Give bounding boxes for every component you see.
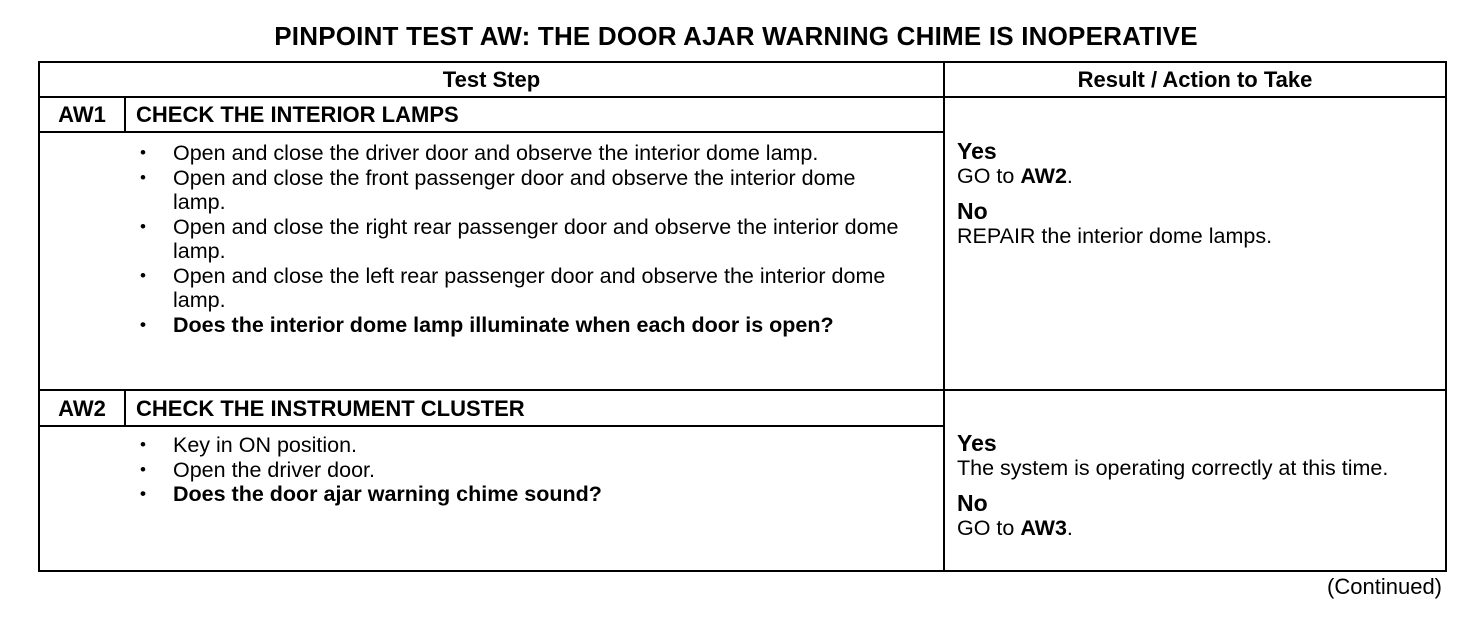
yes-action: GO to AW2. bbox=[957, 164, 1073, 188]
list-item: • Open and close the driver door and observe the interior dome lamp. bbox=[136, 141, 906, 166]
column-divider bbox=[943, 63, 945, 570]
bullet-icon: • bbox=[140, 265, 146, 285]
pinpoint-test-table bbox=[38, 61, 1447, 572]
test-step-header: Test Step bbox=[442, 67, 541, 92]
bullet-icon: • bbox=[140, 459, 146, 479]
bullet-icon: • bbox=[140, 484, 146, 503]
aw1-id-divider bbox=[124, 98, 126, 131]
list-item: • Open the driver door. bbox=[136, 458, 906, 483]
aw2-instructions bbox=[136, 433, 906, 507]
yes-label: Yes bbox=[957, 430, 997, 456]
list-item: • Open and close the left rear passenger door and observe the interior dome lamp. bbox=[136, 264, 906, 313]
page-title: PINPOINT TEST AW: THE DOOR AJAR WARNING CHIME IS INOPERATIVE bbox=[274, 21, 1198, 51]
list-item: • Does the door ajar warning chime sound? bbox=[136, 482, 906, 507]
bullet-icon: • bbox=[140, 314, 146, 334]
aw2-result bbox=[957, 431, 1427, 540]
bullet-icon: • bbox=[140, 143, 146, 162]
aw1-result bbox=[957, 139, 1427, 248]
header-divider bbox=[40, 96, 1445, 98]
step-id-aw2: AW2 bbox=[58, 396, 106, 421]
yes-action: The system is operating correctly at this time. bbox=[957, 456, 1389, 480]
no-label: No bbox=[957, 489, 988, 516]
continued-note: (Continued) bbox=[1327, 574, 1442, 599]
list-item: • Open and close the right rear passenger door and observe the interior dome lamp. bbox=[136, 215, 906, 264]
aw1-title-divider bbox=[40, 131, 943, 133]
step-title-aw1: CHECK THE INTERIOR LAMPS bbox=[136, 102, 459, 127]
no-action: GO to AW3. bbox=[957, 515, 1073, 540]
bullet-icon: • bbox=[140, 216, 146, 236]
step-title-aw2: CHECK THE INSTRUMENT CLUSTER bbox=[136, 396, 525, 421]
step-id-aw1: AW1 bbox=[58, 102, 106, 127]
bullet-icon: • bbox=[140, 167, 146, 187]
no-label: No bbox=[957, 197, 988, 224]
result-header: Result / Action to Take bbox=[1077, 67, 1313, 92]
yes-label: Yes bbox=[957, 138, 997, 164]
step-divider bbox=[40, 389, 1445, 391]
bullet-icon: • bbox=[140, 435, 146, 454]
list-item: • Open and close the front passenger door and observe the interior dome lamp. bbox=[136, 166, 906, 215]
aw2-id-divider bbox=[124, 391, 126, 425]
no-action: REPAIR the interior dome lamps. bbox=[957, 223, 1273, 248]
aw2-title-divider bbox=[40, 425, 943, 427]
aw1-instructions bbox=[136, 141, 906, 337]
list-item: • Key in ON position. bbox=[136, 433, 906, 458]
list-item: • Does the interior dome lamp illuminate when each door is open? bbox=[136, 313, 906, 338]
